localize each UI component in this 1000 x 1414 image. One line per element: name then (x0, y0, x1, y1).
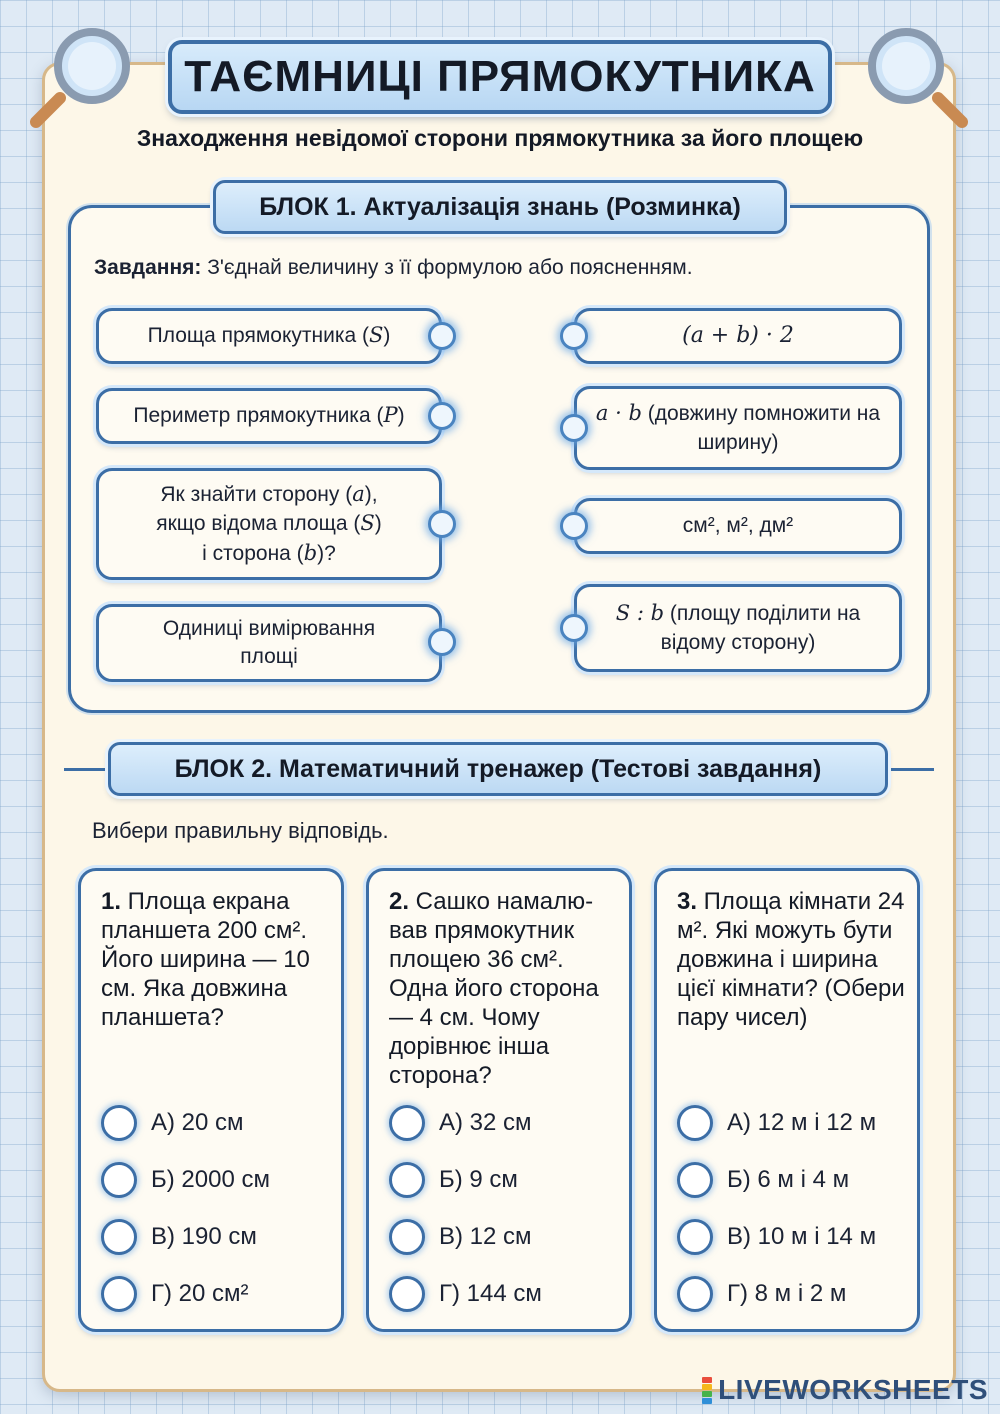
match-right-area-formula[interactable] (574, 386, 902, 470)
radio-button[interactable] (101, 1162, 137, 1198)
answer-option[interactable]: А) 32 см (389, 1103, 532, 1143)
question-card (366, 868, 632, 1332)
answer-option[interactable]: Г) 8 м і 2 м (677, 1274, 846, 1314)
match-left-text: Площа прямокутника (S) (147, 323, 391, 348)
match-left-area[interactable] (96, 308, 442, 364)
answer-option[interactable]: Б) 6 м і 4 м (677, 1160, 849, 1200)
question-card (654, 868, 920, 1332)
answer-option[interactable]: Г) 144 см (389, 1274, 542, 1314)
page-title: ТАЄМНИЦІ ПРЯМОКУТНИКА (184, 52, 816, 101)
answer-option[interactable]: Г) 20 см² (101, 1274, 249, 1314)
question-card (78, 868, 344, 1332)
match-right-dot[interactable] (560, 322, 588, 350)
match-right-units[interactable] (574, 498, 902, 554)
match-right-dot[interactable] (560, 512, 588, 540)
question-text: 2. Сашко намалю-вав прямокутник площею 36 см². Одна його сторона — 4 см. Чому дорівнює інша сторона? (389, 888, 599, 1089)
radio-button[interactable] (677, 1276, 713, 1312)
match-right-text: a · b (довжину помножити на ширину) (595, 401, 881, 454)
brand-logo-icon (702, 1377, 712, 1404)
answer-option[interactable]: В) 10 м і 14 м (677, 1217, 876, 1257)
radio-button[interactable] (101, 1105, 137, 1141)
match-left-dot[interactable] (428, 322, 456, 350)
block2-instruction: Вибери правильну відповідь. (92, 818, 389, 843)
radio-button[interactable] (389, 1162, 425, 1198)
match-left-perimeter[interactable] (96, 388, 442, 444)
match-left-dot[interactable] (428, 628, 456, 656)
answer-option[interactable]: Б) 2000 см (101, 1160, 270, 1200)
match-right-perimeter-formula[interactable] (574, 308, 902, 364)
block2-label: БЛОК 2. Математичний тренажер (Тестові завдання) (108, 742, 888, 796)
radio-button[interactable] (677, 1219, 713, 1255)
match-right-dot[interactable] (560, 614, 588, 642)
question-text: 3. Площа кімнати 24 м². Які можуть бути довжина і ширина цієї кімнати? (Обери пару чисел) (677, 888, 905, 1031)
radio-button[interactable] (677, 1162, 713, 1198)
task-text: З'єднай величину з її формулою або поясненням. (201, 256, 693, 279)
match-left-units[interactable] (96, 604, 442, 682)
radio-button[interactable] (677, 1105, 713, 1141)
match-left-text: Периметр прямокутника (P) (133, 403, 405, 428)
radio-button[interactable] (101, 1276, 137, 1312)
radio-button[interactable] (389, 1105, 425, 1141)
answer-option[interactable]: В) 12 см (389, 1217, 532, 1257)
block1-label: БЛОК 1. Актуалізація знань (Розминка) (213, 180, 787, 234)
match-left-dot[interactable] (428, 510, 456, 538)
radio-button[interactable] (389, 1276, 425, 1312)
answer-option[interactable]: А) 20 см (101, 1103, 244, 1143)
magnifier-icon (30, 18, 140, 128)
task-label: Завдання: (94, 256, 202, 279)
match-right-text: (a + b) · 2 (682, 323, 794, 349)
match-right-side-formula[interactable] (574, 584, 902, 672)
answer-option[interactable]: В) 190 см (101, 1217, 257, 1257)
match-right-dot[interactable] (560, 414, 588, 442)
match-left-side[interactable] (96, 468, 442, 580)
page-subtitle: Знаходження невідомої сторони прямокутника за його площею (136, 125, 864, 151)
magnifier-icon (858, 18, 968, 128)
answer-option[interactable]: А) 12 м і 12 м (677, 1103, 876, 1143)
question-text: 1. Площа екрана планшета 200 см². Його ширина — 10 см. Яка довжина планшета? (101, 888, 310, 1031)
match-left-text: Одиниці вимірювання площі (162, 616, 376, 668)
brand-logo (702, 1374, 988, 1406)
radio-button[interactable] (101, 1219, 137, 1255)
radio-button[interactable] (389, 1219, 425, 1255)
brand-name: LIVEWORKSHEETS (718, 1374, 988, 1405)
match-left-text: Як знайти сторону (a), якщо відома площа (S) і сторона (b)? (156, 481, 382, 565)
match-right-text: см², м², дм² (682, 513, 794, 537)
title-banner (168, 40, 832, 114)
block1-task (94, 256, 693, 280)
answer-option[interactable]: Б) 9 см (389, 1160, 518, 1200)
match-left-dot[interactable] (428, 402, 456, 430)
match-right-text: S : b (площу поділити на відому сторону) (615, 601, 861, 654)
